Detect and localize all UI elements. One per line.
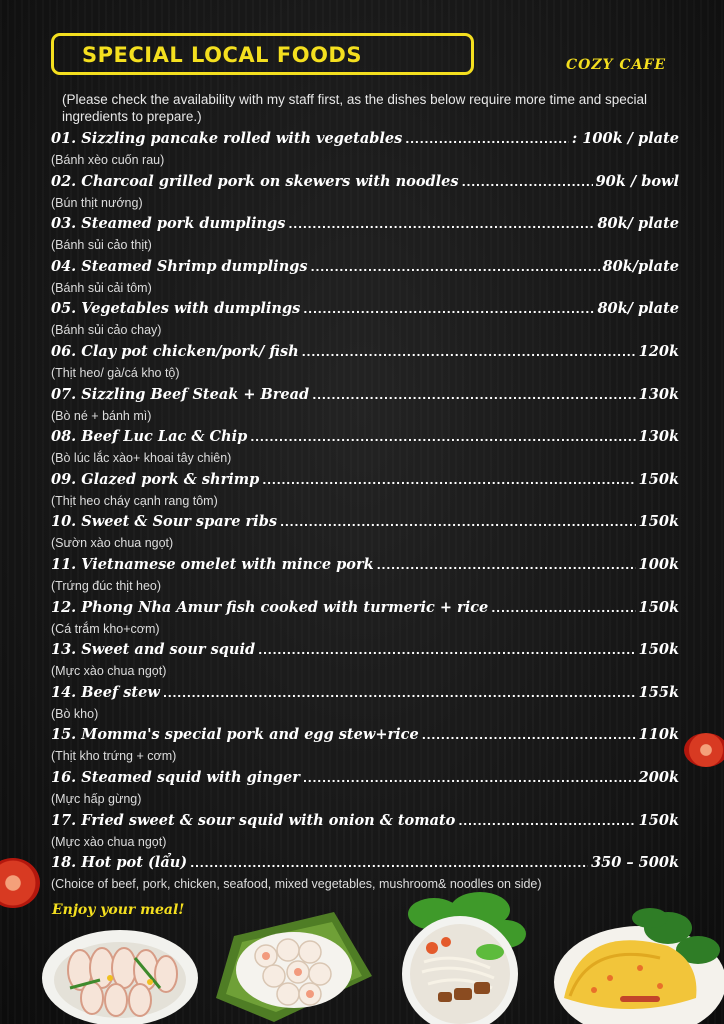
menu-item-line bbox=[51, 130, 679, 152]
dot-leader bbox=[377, 559, 636, 572]
dish-price: : 100k / plate bbox=[571, 130, 679, 147]
dish-vietnamese-name: (Bò né + bánh mì) bbox=[51, 409, 152, 423]
menu-item-line bbox=[51, 428, 679, 450]
dish-vietnamese-name: (Bò lúc lắc xào+ khoai tây chiên) bbox=[51, 451, 232, 465]
menu-item-line bbox=[51, 513, 679, 535]
dish-price: 150k bbox=[638, 471, 679, 488]
dish-name: 10. Sweet & Sour spare ribs bbox=[51, 513, 277, 530]
dot-leader bbox=[288, 218, 594, 231]
menu-item-line bbox=[51, 684, 679, 706]
dot-leader bbox=[422, 729, 636, 742]
menu-item bbox=[51, 556, 679, 598]
brand-name: COZY CAFE bbox=[566, 57, 667, 73]
menu-item bbox=[51, 684, 679, 726]
dish-name: 02. Charcoal grilled pork on skewers with noodles bbox=[51, 173, 459, 190]
dot-leader bbox=[280, 516, 636, 529]
dish-name: 08. Beef Luc Lac & Chip bbox=[51, 428, 248, 445]
dish-price: 130k bbox=[638, 386, 679, 403]
dish-name: 11. Vietnamese omelet with mince pork bbox=[51, 556, 374, 573]
menu-item-line bbox=[51, 769, 679, 791]
menu-item-line bbox=[51, 386, 679, 408]
header-box bbox=[51, 33, 474, 75]
dot-leader bbox=[303, 303, 594, 316]
menu-item-line bbox=[51, 726, 679, 748]
dish-name: 05. Vegetables with dumplings bbox=[51, 300, 301, 317]
dot-leader bbox=[303, 772, 636, 785]
dot-leader bbox=[405, 133, 569, 146]
dot-leader bbox=[163, 687, 636, 700]
menu-item bbox=[51, 471, 679, 513]
dish-name: 04. Steamed Shrimp dumplings bbox=[51, 258, 308, 275]
menu-item bbox=[51, 513, 679, 555]
dish-price: 100k bbox=[638, 556, 679, 573]
dot-leader bbox=[190, 857, 588, 870]
dish-vietnamese-name: (Bánh sủi cải tôm) bbox=[51, 281, 152, 295]
dot-leader bbox=[312, 389, 635, 402]
menu-item-line bbox=[51, 556, 679, 578]
menu-item bbox=[51, 428, 679, 470]
dish-vietnamese-name: (Trứng đúc thịt heo) bbox=[51, 579, 162, 593]
squid-plate-photo bbox=[40, 918, 200, 1024]
dish-price: 130k bbox=[638, 428, 679, 445]
menu-item bbox=[51, 300, 679, 342]
menu-item-line bbox=[51, 854, 679, 876]
menu-item bbox=[51, 343, 679, 385]
tomato-slice-right bbox=[684, 733, 724, 767]
menu-item-line bbox=[51, 300, 679, 322]
dot-leader bbox=[262, 474, 635, 487]
dot-leader bbox=[458, 815, 635, 828]
tomato-slice-left bbox=[0, 858, 40, 908]
dish-vietnamese-name: (Thịt heo cháy cạnh rang tôm) bbox=[51, 494, 218, 508]
menu-item bbox=[51, 386, 679, 428]
dish-name: 16. Steamed squid with ginger bbox=[51, 769, 300, 786]
dish-price: 150k bbox=[638, 812, 679, 829]
dish-price: 155k bbox=[638, 684, 679, 701]
dish-name: 01. Sizzling pancake rolled with vegetables bbox=[51, 130, 403, 147]
dot-leader bbox=[462, 176, 593, 189]
dish-price: 80k/plate bbox=[602, 258, 679, 275]
dish-vietnamese-name: (Bò kho) bbox=[51, 707, 99, 721]
dish-price: 200k bbox=[638, 769, 679, 786]
noodle-bowl-photo bbox=[394, 892, 530, 1024]
dish-name: 09. Glazed pork & shrimp bbox=[51, 471, 260, 488]
dish-price: 120k bbox=[638, 343, 679, 360]
dish-name: 12. Phong Nha Amur fish cooked with turmeric + rice bbox=[51, 599, 489, 616]
dish-price: 350 – 500k bbox=[591, 854, 679, 871]
dish-name: 17. Fried sweet & sour squid with onion & tomato bbox=[51, 812, 456, 829]
dish-vietnamese-name: (Choice of beef, pork, chicken, seafood, mixed vegetables, mushroom& noodles on side) bbox=[51, 877, 542, 891]
menu-item bbox=[51, 258, 679, 300]
dish-name: 18. Hot pot (lẩu) bbox=[51, 854, 188, 871]
dot-leader bbox=[311, 261, 600, 274]
menu-item-line bbox=[51, 599, 679, 621]
menu-item-line bbox=[51, 215, 679, 237]
menu-item bbox=[51, 173, 679, 215]
dot-leader bbox=[302, 346, 636, 359]
dish-vietnamese-name: (Bánh xèo cuốn rau) bbox=[51, 153, 165, 167]
menu-item bbox=[51, 726, 679, 768]
menu-item bbox=[51, 215, 679, 257]
dish-price: 90k / bowl bbox=[595, 173, 679, 190]
dish-price: 110k bbox=[638, 726, 679, 743]
availability-note: (Please check the availability with my staff first, as the dishes below require more time and special ingredients to prepare.) bbox=[62, 92, 648, 124]
menu-item-line bbox=[51, 258, 679, 280]
dish-vietnamese-name: (Bún thịt nướng) bbox=[51, 196, 143, 210]
dish-vietnamese-name: (Mực xào chua ngọt) bbox=[51, 664, 167, 678]
dot-leader bbox=[258, 644, 636, 657]
dish-vietnamese-name: (Mực xào chua ngọt) bbox=[51, 835, 167, 849]
dish-vietnamese-name: (Bánh sủi cảo chay) bbox=[51, 323, 162, 337]
dish-price: 80k/ plate bbox=[597, 215, 679, 232]
dish-name: 07. Sizzling Beef Steak + Bread bbox=[51, 386, 310, 403]
dish-name: 14. Beef stew bbox=[51, 684, 160, 701]
dish-vietnamese-name: (Cá trắm kho+cơm) bbox=[51, 622, 160, 636]
dish-name: 03. Steamed pork dumplings bbox=[51, 215, 286, 232]
dish-price: 150k bbox=[638, 599, 679, 616]
menu-item-line bbox=[51, 173, 679, 195]
menu-item bbox=[51, 599, 679, 641]
dish-price: 150k bbox=[638, 513, 679, 530]
dot-leader bbox=[491, 602, 635, 615]
pancake-plate-photo bbox=[550, 902, 724, 1024]
menu-item bbox=[51, 812, 679, 854]
dish-vietnamese-name: (Thịt heo/ gà/cá kho tộ) bbox=[51, 366, 180, 380]
enjoy-message: Enjoy your meal! bbox=[52, 902, 185, 918]
menu-item-line bbox=[51, 343, 679, 365]
dish-vietnamese-name: (Mực hấp gừng) bbox=[51, 792, 142, 806]
dot-leader bbox=[250, 431, 635, 444]
dish-vietnamese-name: (Thịt kho trứng + cơm) bbox=[51, 749, 177, 763]
menu-item bbox=[51, 769, 679, 811]
dumplings-plate-photo bbox=[214, 906, 374, 1024]
menu-item-line bbox=[51, 641, 679, 663]
page-title: SPECIAL LOCAL FOODS bbox=[82, 43, 362, 67]
dish-price: 80k/ plate bbox=[597, 300, 679, 317]
dish-name: 15. Momma's special pork and egg stew+rice bbox=[51, 726, 419, 743]
dish-name: 13. Sweet and sour squid bbox=[51, 641, 256, 658]
menu-item-line bbox=[51, 471, 679, 493]
menu-item-line bbox=[51, 812, 679, 834]
dish-vietnamese-name: (Bánh sủi cảo thịt) bbox=[51, 238, 152, 252]
menu-item bbox=[51, 130, 679, 172]
dish-price: 150k bbox=[638, 641, 679, 658]
dish-vietnamese-name: (Sườn xào chua ngọt) bbox=[51, 536, 174, 550]
menu-item bbox=[51, 854, 679, 896]
dish-name: 06. Clay pot chicken/pork/ fish bbox=[51, 343, 299, 360]
menu-item bbox=[51, 641, 679, 683]
